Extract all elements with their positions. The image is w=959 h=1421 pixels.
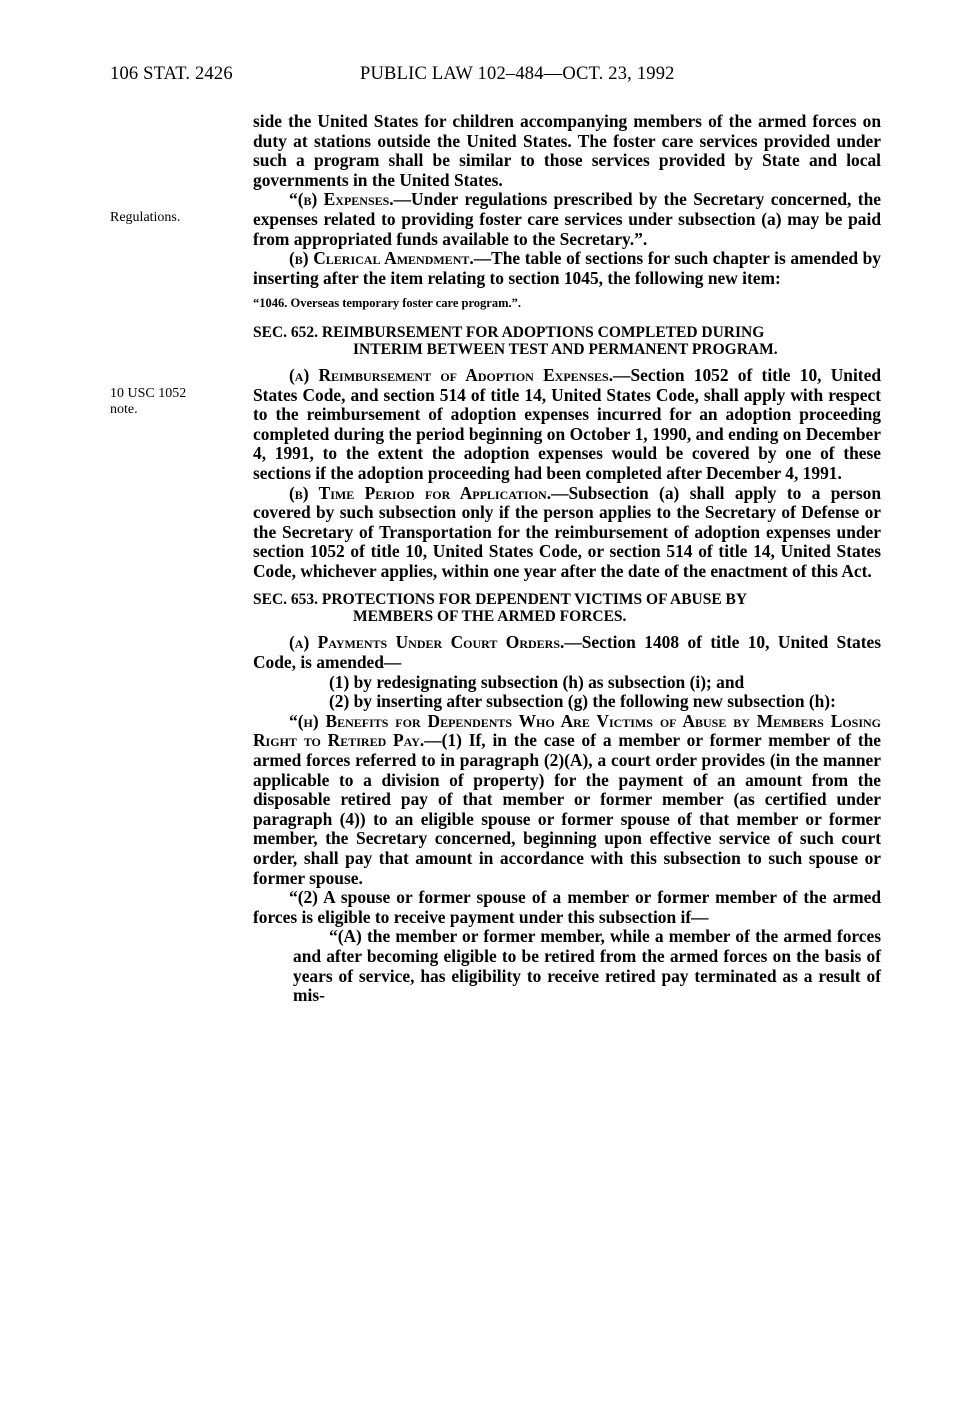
paragraph-clerical-amendment [253, 249, 881, 288]
margin-note-usc-line1: 10 USC 1052 [110, 386, 187, 401]
list-item-1: (1) by redesignating subsection (h) as subsection (i); and [329, 671, 745, 692]
heading-clerical-amendment: (b) Clerical Amendment. [289, 248, 474, 269]
section-653-line1: SEC. 653. PROTECTIONS FOR DEPENDENT VICTIMS OF ABUSE BY [253, 591, 748, 609]
list-item-2-text: (2) by inserting after subsection (g) the following new subsection (h): [329, 691, 836, 712]
section-652-line2: INTERIM BETWEEN TEST AND PERMANENT PROGRAM. [353, 340, 778, 358]
running-title: PUBLIC LAW 102–484—OCT. 23, 1992 [360, 64, 675, 84]
text-reimbursement: —Section 1052 of title 10, United States Code, and section 514 of title 14, United States Code, shall apply with respect to the reimbursement of adoption expenses incurred for an adoption proceeding completed during the period beginning on October 1, 1990, and ending on December 4, 1991, to the extent the adoption expenses would be covered by one of these sections if the adoption proceeding had been completed after December 4, 1991. [253, 364, 881, 483]
list-item-2 [253, 692, 881, 712]
table-of-sections-item: “1046. Overseas temporary foster care program.”. [253, 296, 521, 311]
heading-expenses: “(b) Expenses. [289, 189, 394, 210]
section-652-heading [253, 324, 881, 358]
section-653-line2: MEMBERS OF THE ARMED FORCES. [353, 608, 627, 626]
paragraph-time-period [253, 484, 881, 582]
stat-page-number: 106 STAT. 2426 [110, 64, 233, 84]
heading-reimbursement: (a) Reimbursement of Adoption Expenses. [289, 364, 614, 385]
paragraph-expenses [253, 190, 881, 249]
text-expenses: —Under regulations prescribed by the Secretary concerned, the expenses related to providing foster care services under subsection (a) may be paid from appropriated funds available to the Secretary.”. [253, 189, 881, 249]
margin-note-usc [110, 386, 186, 418]
paragraph-foster-care-continued: side the United States for children accompanying members of the armed forces on duty at stations outside the United States. The foster care services provided under such a program shall be similar to those services provided by State and local governments in the United States. [253, 111, 881, 190]
page-header [110, 64, 880, 90]
margin-note-usc-line2: note. [110, 402, 138, 417]
text-benefits-dependents: —(1) If, in the case of a member or former member of the armed forces referred to in paragraph (2)(A), a court order provides (in the manner applicable to a division of property) for the payment of an amount from the disposable retired pay of that member or former member (as certified under paragraph (4)) to an eligible spouse or former spouse of that member or former member, the Secretary concerned, beginning upon effective service of such court order, shall pay that amount in accordance with this subsection to such spouse or former spouse. [253, 730, 881, 888]
section-652-line1: SEC. 652. REIMBURSEMENT FOR ADOPTIONS COMPLETED DURING [253, 323, 765, 341]
statute-body [253, 112, 881, 1006]
heading-payments-court-orders: (a) Payments Under Court Orders. [289, 632, 565, 653]
paragraph-subitem-a: “(A) the member or former member, while a member of the armed forces and after becoming eligible to be retired from the armed forces on the basis of years of service, has eligibility to receive retired pay terminated as a result of mis- [293, 926, 881, 1006]
text-time-period: —Subsection (a) shall apply to a person covered by such subsection only if the person applies to the Secretary of Defense or the Secretary of Transportation for the reimbursement of adoption expenses under section 1052 of title 10, United States Code, or section 514 of title 14, United States Code, whichever applies, within one year after the date of the enactment of this Act. [253, 482, 882, 581]
section-653-heading [253, 591, 881, 625]
heading-time-period: (b) Time Period for Application. [289, 482, 552, 503]
heading-benefits-dependents: “(h) Benefits for Dependents Who Are Victims of Abuse by Members Losing Right to Retired Pay. [253, 710, 881, 751]
paragraph-reimbursement [253, 366, 881, 484]
paragraph-eligibility: “(2) A spouse or former spouse of a member or former member of the armed forces is eligible to receive payment under this subsection if— [253, 887, 881, 927]
text-clerical-amendment: —The table of sections for such chapter is amended by inserting after the item relating to section 1045, the following new item: [253, 248, 881, 288]
margin-note-regulations: Regulations. [110, 210, 181, 225]
text-payments-court-orders: —Section 1408 of title 10, United States Code, is amended— [253, 632, 881, 673]
paragraph-payments-court-orders [253, 633, 881, 672]
paragraph-benefits-dependents [253, 712, 881, 888]
